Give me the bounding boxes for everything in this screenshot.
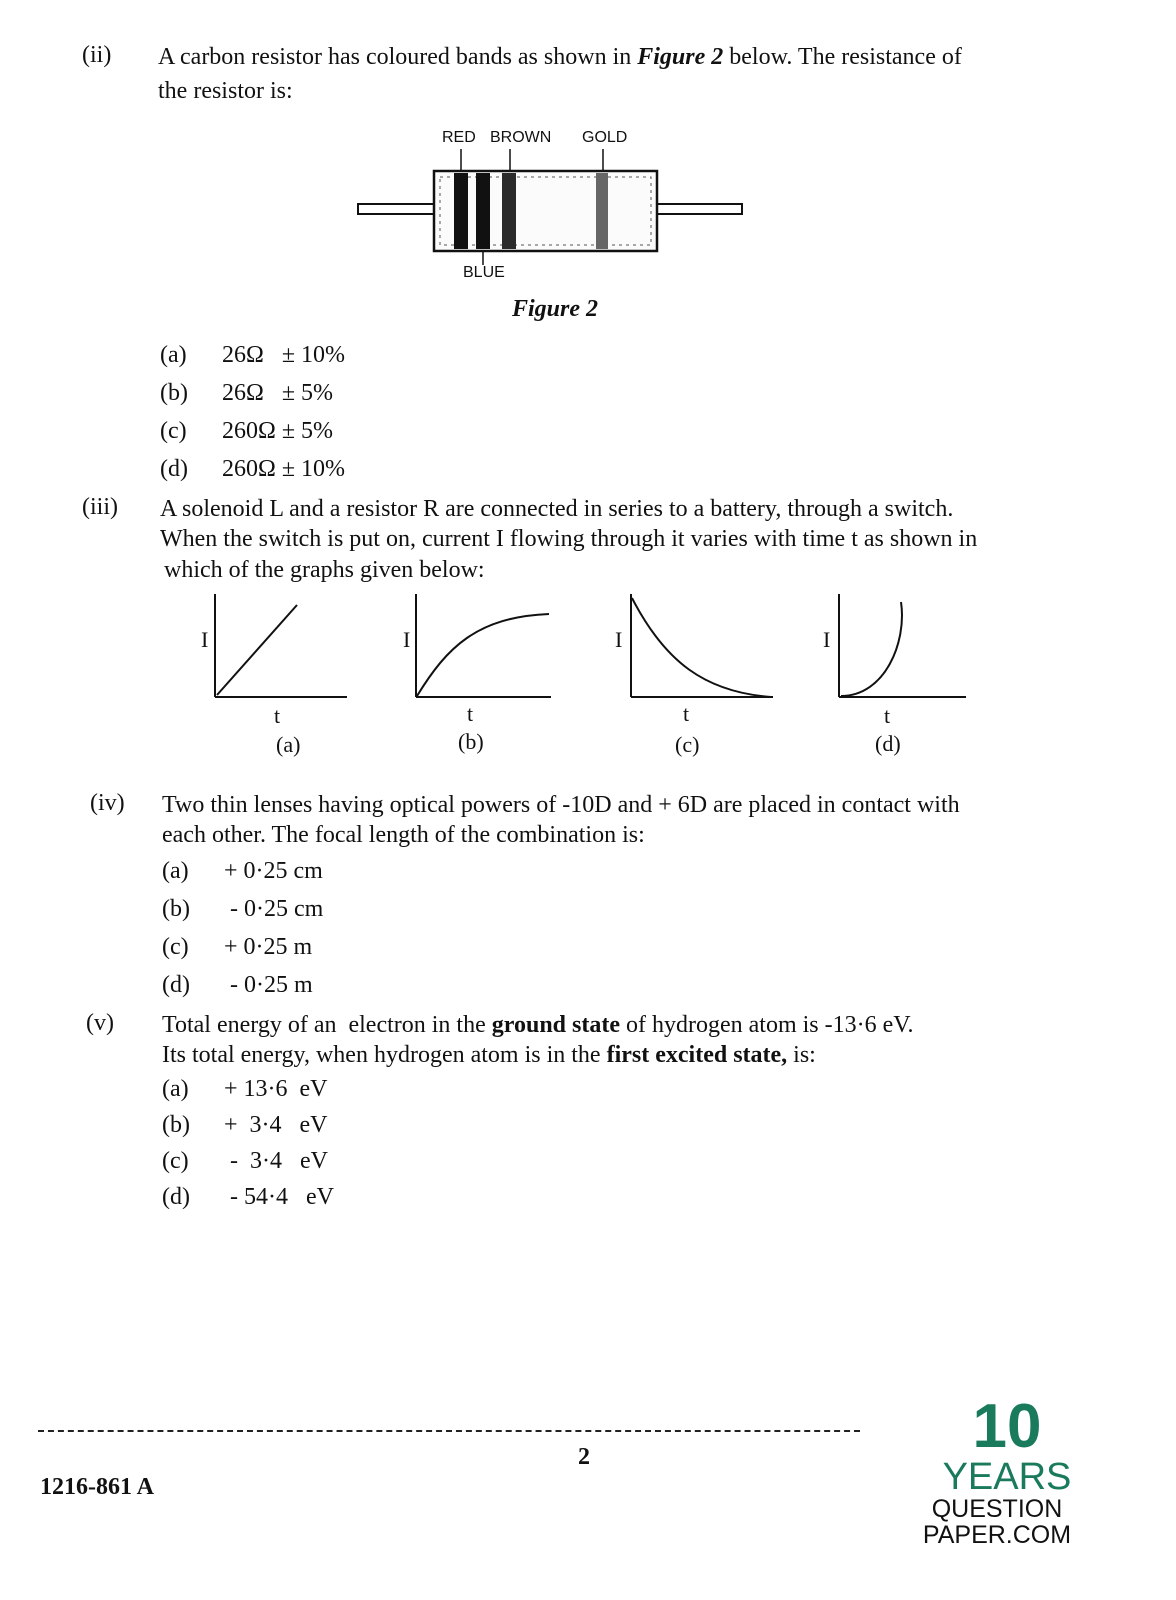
option-label: (a) [162, 858, 189, 884]
option-value: - 3·4 eV [224, 1148, 328, 1174]
graph-b-curve [417, 614, 549, 696]
graph-a-axes [215, 594, 347, 697]
option-label: (b) [160, 380, 188, 406]
graph-a-curve [217, 605, 297, 695]
question-iv-text-line2: each other. The focal length of the combination is: [162, 822, 645, 848]
option-label: (a) [162, 1076, 189, 1102]
question-iii-text-line3: which of the graphs given below: [164, 557, 485, 583]
option-label: (c) [162, 1148, 189, 1174]
question-iv-text-line1: Two thin lenses having optical powers of -10D and + 6D are placed in contact with [162, 792, 960, 818]
logo-site: QUESTION PAPER.COM [922, 1495, 1072, 1549]
question-iii-text-line1: A solenoid L and a resistor R are connected in series to a battery, through a switch. [160, 496, 954, 522]
graph-b-label: (b) [458, 729, 484, 754]
graph-d-label: (d) [875, 731, 901, 756]
question-number-iii: (iii) [82, 494, 118, 520]
graph-c-curve [632, 598, 771, 697]
option-label: (d) [162, 1184, 190, 1210]
emphasis-ground-state: ground state [491, 1012, 621, 1038]
option-value: 26Ω ± 10% [222, 342, 345, 368]
question-iii-text-line2: When the switch is put on, current I flowing through it varies with time t as shown in [160, 526, 978, 552]
option-label: (b) [162, 896, 190, 922]
site-logo [862, 1392, 1132, 1549]
current-time-graphs [195, 592, 985, 717]
logo-years: YEARS [942, 1456, 1072, 1498]
band-blue [476, 173, 490, 249]
graph-d-ylabel: I [823, 627, 831, 652]
logo-number: 10 [972, 1392, 1042, 1461]
option-value: 260Ω ± 10% [222, 456, 345, 482]
option-value: - 0·25 cm [224, 896, 324, 922]
question-ii-text-line2: the resistor is: [158, 78, 293, 104]
graph-d-curve [841, 602, 902, 696]
option-value: - 0·25 m [224, 972, 313, 998]
band-red [454, 173, 468, 249]
figure-reference: Figure 2 [637, 44, 724, 70]
resistor-diagram [350, 125, 760, 285]
graph-a-ylabel: I [201, 627, 209, 652]
band-brown [502, 173, 516, 249]
option-label: (d) [162, 972, 190, 998]
option-label: (c) [160, 418, 187, 444]
question-number-iv: (iv) [90, 790, 125, 816]
figure-caption: Figure 2 [512, 296, 599, 322]
question-v-text-line2: Its total energy, when hydrogen atom is in the first excited state, is: [162, 1042, 816, 1068]
option-label: (c) [162, 934, 189, 960]
option-value: - 54·4 eV [224, 1184, 334, 1210]
option-label: (a) [160, 342, 187, 368]
question-number-v: (v) [86, 1010, 114, 1036]
graph-c-ylabel: I [615, 627, 623, 652]
graph-c-label: (c) [675, 732, 700, 757]
band-label-blue: BLUE [463, 264, 505, 281]
graph-d-axes [839, 594, 966, 697]
option-value: + 0·25 cm [224, 858, 323, 884]
band-gold [596, 173, 608, 249]
option-label: (d) [160, 456, 188, 482]
question-v-text-line1: Total energy of an electron in the ground state of hydrogen atom is -13·6 eV. [162, 1012, 914, 1038]
band-label-red: RED [442, 129, 476, 146]
option-label: (b) [162, 1112, 190, 1138]
footer-divider [38, 1430, 860, 1432]
option-value: 260Ω ± 5% [222, 418, 333, 444]
option-value: 26Ω ± 5% [222, 380, 333, 406]
option-value: + 13·6 eV [224, 1076, 328, 1102]
option-value: + 0·25 m [224, 934, 313, 960]
graph-b-axes [416, 594, 551, 697]
option-value: + 3·4 eV [224, 1112, 328, 1138]
band-label-brown: BROWN [490, 129, 552, 146]
band-label-gold: GOLD [582, 129, 628, 146]
graph-b-ylabel: I [403, 627, 411, 652]
question-number-ii: (ii) [82, 42, 112, 68]
graph-a-label: (a) [276, 732, 301, 757]
graph-c-axes [631, 594, 773, 697]
graph-d-xlabel: t [884, 703, 891, 728]
resistor-figure [350, 125, 760, 285]
emphasis-first-excited-state: first excited state, [606, 1042, 788, 1068]
graph-b-xlabel: t [467, 701, 474, 726]
paper-code: 1216-861 A [40, 1474, 154, 1500]
graph-a-xlabel: t [274, 703, 281, 728]
question-ii-text-line1: A carbon resistor has coloured bands as shown in Figure 2 below. The resistance of [158, 44, 962, 70]
graph-c-xlabel: t [683, 701, 690, 726]
page-number: 2 [578, 1444, 590, 1470]
